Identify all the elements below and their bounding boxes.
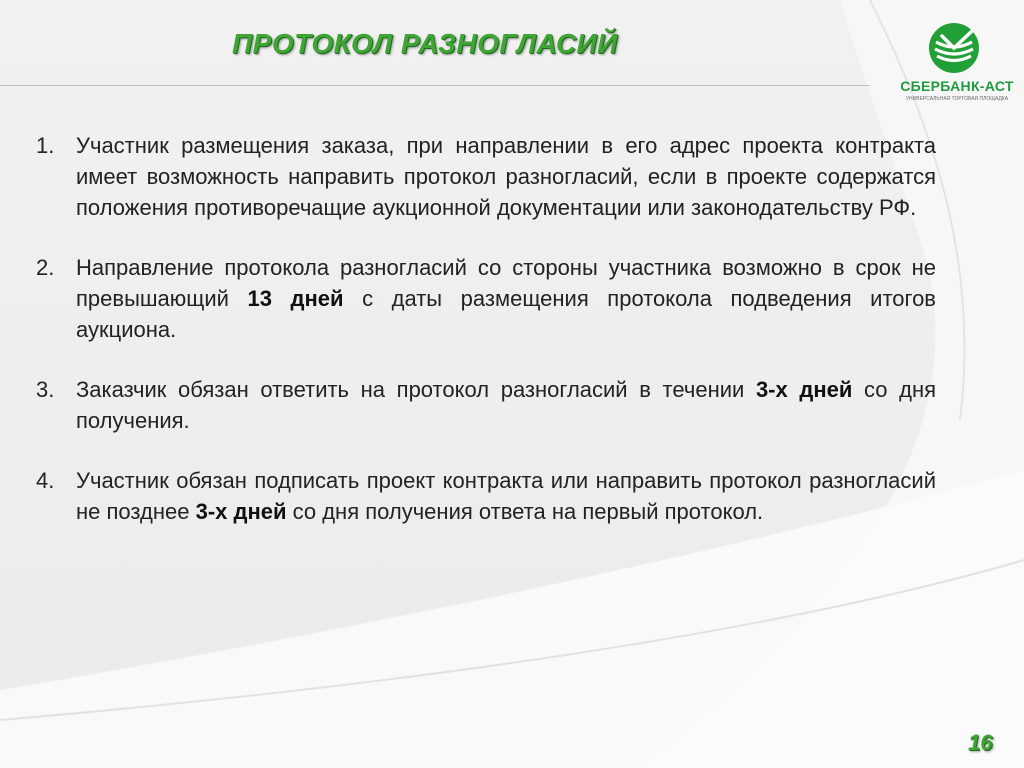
emphasized-text: 13 дней (247, 286, 344, 311)
list-item (36, 465, 936, 527)
list-item-text (76, 252, 936, 345)
text-segment: Участник обязан подписать проект контракта или направить протокол разногласий не позднее (76, 468, 936, 524)
text-segment: Направление протокола разногласий со стороны участника возможно в срок не превышающий (76, 255, 936, 311)
list-item (36, 130, 936, 223)
text-segment: со дня получения ответа на первый протокол. (286, 499, 764, 524)
logo-name: СБЕРБАНК-АСТ (900, 78, 1014, 94)
sberbank-logo-icon (928, 22, 980, 74)
emphasized-text: 3-х дней (755, 377, 853, 402)
list-item-text (76, 465, 936, 527)
logo-tagline: УНИВЕРСАЛЬНАЯ ТОРГОВАЯ ПЛОЩАДКА (905, 96, 1009, 102)
list-item-number: 3. (36, 377, 55, 402)
list-item (36, 374, 936, 436)
list-item-number: 4. (36, 468, 55, 493)
list-item-text (76, 130, 936, 223)
list-item-number: 1. (36, 133, 55, 158)
list-item (36, 252, 936, 345)
text-segment: со дня получения. (76, 377, 937, 433)
list-item-text (76, 374, 936, 436)
slide-title: ПРОТОКОЛ РАЗНОГЛАСИЙ (232, 28, 618, 59)
sberbank-ast-logo (898, 22, 1016, 104)
page-number: 16 (968, 730, 993, 755)
list-item-number: 2. (36, 255, 55, 280)
text-segment: Заказчик обязан ответить на протокол разногласий в течении (76, 377, 756, 402)
text-segment: Участник размещения заказа, при направлении в его адрес проекта контракта имеет возможность направить протокол разногласий, если в проекте содержатся положения противоречащие аукционной документации или законодательству РФ. (76, 133, 936, 220)
emphasized-text: 3-х дней (195, 499, 287, 524)
title-divider (0, 85, 870, 86)
text-segment: с даты размещения протокола подведения итогов аукциона. (76, 286, 936, 342)
numbered-list (36, 130, 936, 556)
